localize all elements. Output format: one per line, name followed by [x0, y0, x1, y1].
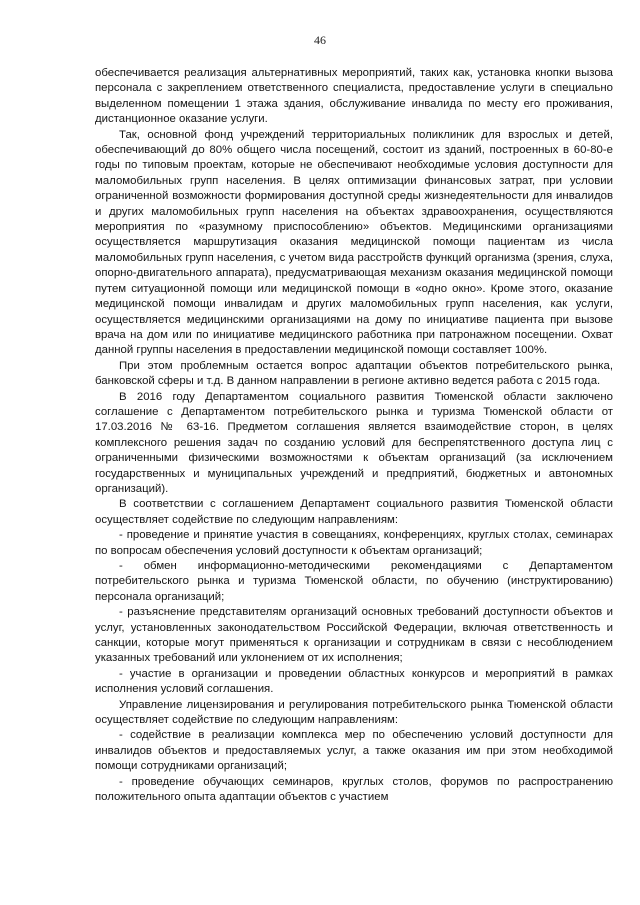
paragraph: В 2016 году Департаментом социального развития Тюменской области заключено соглашение с Департаментом потребительского рынка и туризма Тюменской области от 17.03.2016 № 63-16. Предметом соглашения является взаимодействие сторон, в целях комплексного решения задач по созданию условий для беспрепятственного доступа лиц с ограниченными физическими возможностями к объектам организаций (за исключением государственных и муниципальных учреждений и предприятий, бюджетных и автономных организаций). [95, 390, 613, 495]
paragraph: Управление лицензирования и регулирования потребительского рынка Тюменской области осуществляет содействие по следующим направлениям: [95, 698, 613, 727]
list-item: - разъяснение представителям организаций основных требований доступности объектов и услуг, установленных законодательством Российской Федерации, включая ответственность и санкции, которые могут применяться к организации и сотрудникам в связи с несоблюдением указанных требований или уклонением от их исполнения; [95, 606, 613, 665]
body-text [95, 66, 613, 806]
paragraph: При этом проблемным остается вопрос адаптации объектов потребительского рынка, банковской сферы и т.д. В данном направлении в регионе активно ведется работа с 2015 года. [95, 359, 613, 388]
paragraph: Так, основной фонд учреждений территориальных поликлиник для взрослых и детей, обеспечивающий до 80% общего числа посещений, состоит из зданий, построенных в 60-80-е годы по типовым проектам, которые не обеспечивают необходимые условия доступности для маломобильных групп населения. В целях оптимизации финансовых затрат, при условии ограниченной возможности формирования доступной среды жизнедеятельности для инвалидов и других маломобильных групп населения на объектах здравоохранения, осуществляются мероприятия по «разумному приспособлению» объектов. Медицинскими организациями осуществляется маршрутизация оказания медицинской помощи пациентам из числа маломобильных групп населения, с учетом вида расстройств функций организма (зрения, слуха, опорно-двигательного аппарата), предусматривающая механизм оказания медицинской помощи путем ситуационной помощи или медицинской помощи в «одно окно». Кроме этого, оказание медицинской помощи инвалидам и других маломобильных групп населения, как услуги, осуществляется медицинскими организациями на дому по инициативе пациента при вызове врача на дом или по инициативе медицинского работника при патронажном посещении. Охват данной группы населения в предоставлении медицинской помощи составляет 100%. [95, 128, 613, 357]
list-item: - участие в организации и проведении областных конкурсов и мероприятий в рамках исполнения условий соглашения. [95, 667, 613, 696]
list-item: - содействие в реализации комплекса мер по обеспечению условий доступности для инвалидов объектов и предоставляемых услуг, а также оказания им при этом необходимой помощи сотрудниками организаций; [95, 729, 613, 773]
paragraph: обеспечивается реализация альтернативных мероприятий, таких как, установка кнопки вызова персонала с закреплением ответственного специалиста, предоставление услуги в специально выделенном помещении 1 этажа здания, обслуживание инвалида по месту его проживания, дистанционное оказание услуги. [95, 67, 613, 126]
list-item: - проведение обучающих семинаров, круглых столов, форумов по распространению положительного опыта адаптации объектов с участием [95, 775, 613, 804]
list-item: - обмен информационно-методическими рекомендациями с Департаментом потребительского рынка и туризма Тюменской области, по обучению (инструктированию) персонала организаций; [95, 560, 613, 603]
page-number: 46 [314, 33, 326, 47]
list-item: - проведение и принятие участия в совещаниях, конференциях, круглых столах, семинарах по вопросам обеспечения условий доступности к объектам организаций; [95, 529, 613, 557]
paragraph: В соответствии с соглашением Департамент социального развития Тюменской области осуществляет содействие по следующим направлениям: [95, 498, 613, 526]
